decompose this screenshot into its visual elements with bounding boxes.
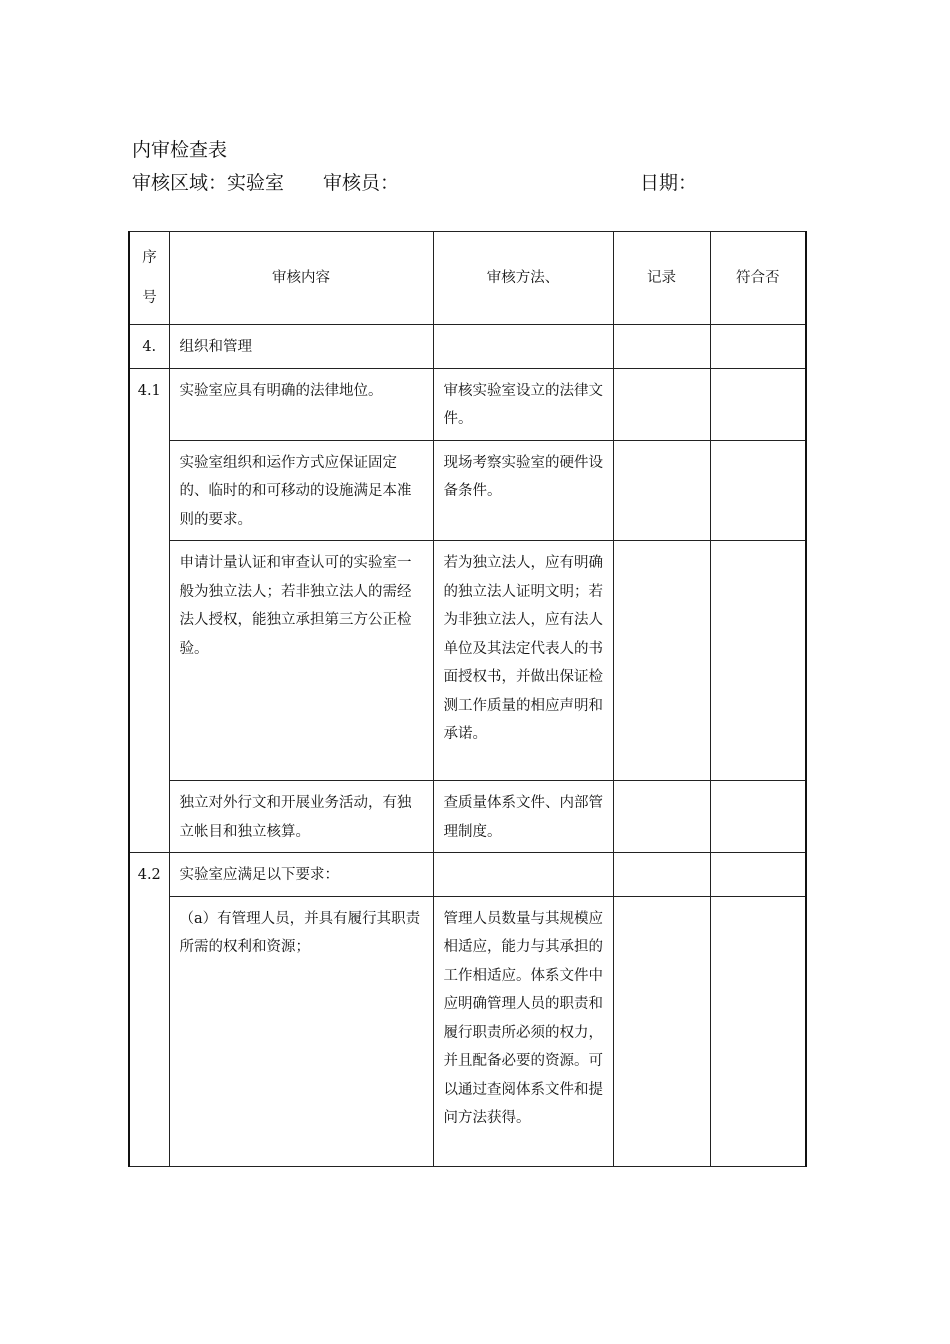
header-content: 审核内容 xyxy=(169,232,433,325)
row-content: 组织和管理 xyxy=(169,325,433,369)
table-row xyxy=(129,440,806,541)
row-conform[interactable] xyxy=(710,325,806,369)
header-no xyxy=(129,232,169,325)
row-method xyxy=(433,325,613,369)
audit-checklist-table xyxy=(128,231,807,1167)
row-record[interactable] xyxy=(613,541,710,781)
row-method: 管理人员数量与其规模应相适应，能力与其承担的工作相适应。体系文件中应明确管理人员的职责和履行职责所必须的权力，并且配备必要的资源。可以通过查阅体系文件和提问方法获得。 xyxy=(433,896,613,1166)
row-conform[interactable] xyxy=(710,541,806,781)
auditor-label: 审核员： xyxy=(323,172,400,194)
row-record[interactable] xyxy=(613,781,710,853)
row-conform[interactable] xyxy=(710,781,806,853)
header-conform: 符合否 xyxy=(710,232,806,325)
date-label: 日期： xyxy=(640,172,698,194)
row-method: 查质量体系文件、内部管理制度。 xyxy=(433,781,613,853)
row-content: 实验室组织和运作方式应保证固定的、临时的和可移动的设施满足本准则的要求。 xyxy=(169,440,433,541)
row-conform[interactable] xyxy=(710,853,806,897)
table-row xyxy=(129,325,806,369)
document-header xyxy=(132,170,832,196)
row-method: 若为独立法人，应有明确的独立法人证明文明；若为非独立法人，应有法人单位及其法定代表人的书面授权书，并做出保证检测工作质量的相应声明和承诺。 xyxy=(433,541,613,781)
row-no: 4.1 xyxy=(129,368,169,853)
row-content: 申请计量认证和审查认可的实验室一般为独立法人；若非独立法人的需经法人授权，能独立承担第三方公正检验。 xyxy=(169,541,433,781)
row-method: 现场考察实验室的硬件设备条件。 xyxy=(433,440,613,541)
row-record[interactable] xyxy=(613,368,710,440)
row-record[interactable] xyxy=(613,325,710,369)
table-row xyxy=(129,541,806,781)
header-no-label: 序号 xyxy=(142,250,157,306)
table-row xyxy=(129,896,806,1166)
table-row xyxy=(129,853,806,897)
document-title: 内审检查表 xyxy=(132,139,228,161)
header-record: 记录 xyxy=(613,232,710,325)
row-content: （a）有管理人员，并具有履行其职责所需的权利和资源； xyxy=(169,896,433,1166)
row-no: 4. xyxy=(129,325,169,369)
table-header-row xyxy=(129,232,806,325)
row-record[interactable] xyxy=(613,896,710,1166)
row-record[interactable] xyxy=(613,440,710,541)
row-record[interactable] xyxy=(613,853,710,897)
row-content: 独立对外行文和开展业务活动，有独立帐目和独立核算。 xyxy=(169,781,433,853)
audit-area-label: 审核区域：实验室 xyxy=(132,172,285,194)
row-conform[interactable] xyxy=(710,896,806,1166)
row-no: 4.2 xyxy=(129,853,169,1167)
row-content: 实验室应具有明确的法律地位。 xyxy=(169,368,433,440)
row-conform[interactable] xyxy=(710,440,806,541)
row-content: 实验室应满足以下要求： xyxy=(169,853,433,897)
table-row xyxy=(129,368,806,440)
table-row xyxy=(129,781,806,853)
row-method: 审核实验室设立的法律文件。 xyxy=(433,368,613,440)
row-conform[interactable] xyxy=(710,368,806,440)
header-method: 审核方法、 xyxy=(433,232,613,325)
row-method xyxy=(433,853,613,897)
